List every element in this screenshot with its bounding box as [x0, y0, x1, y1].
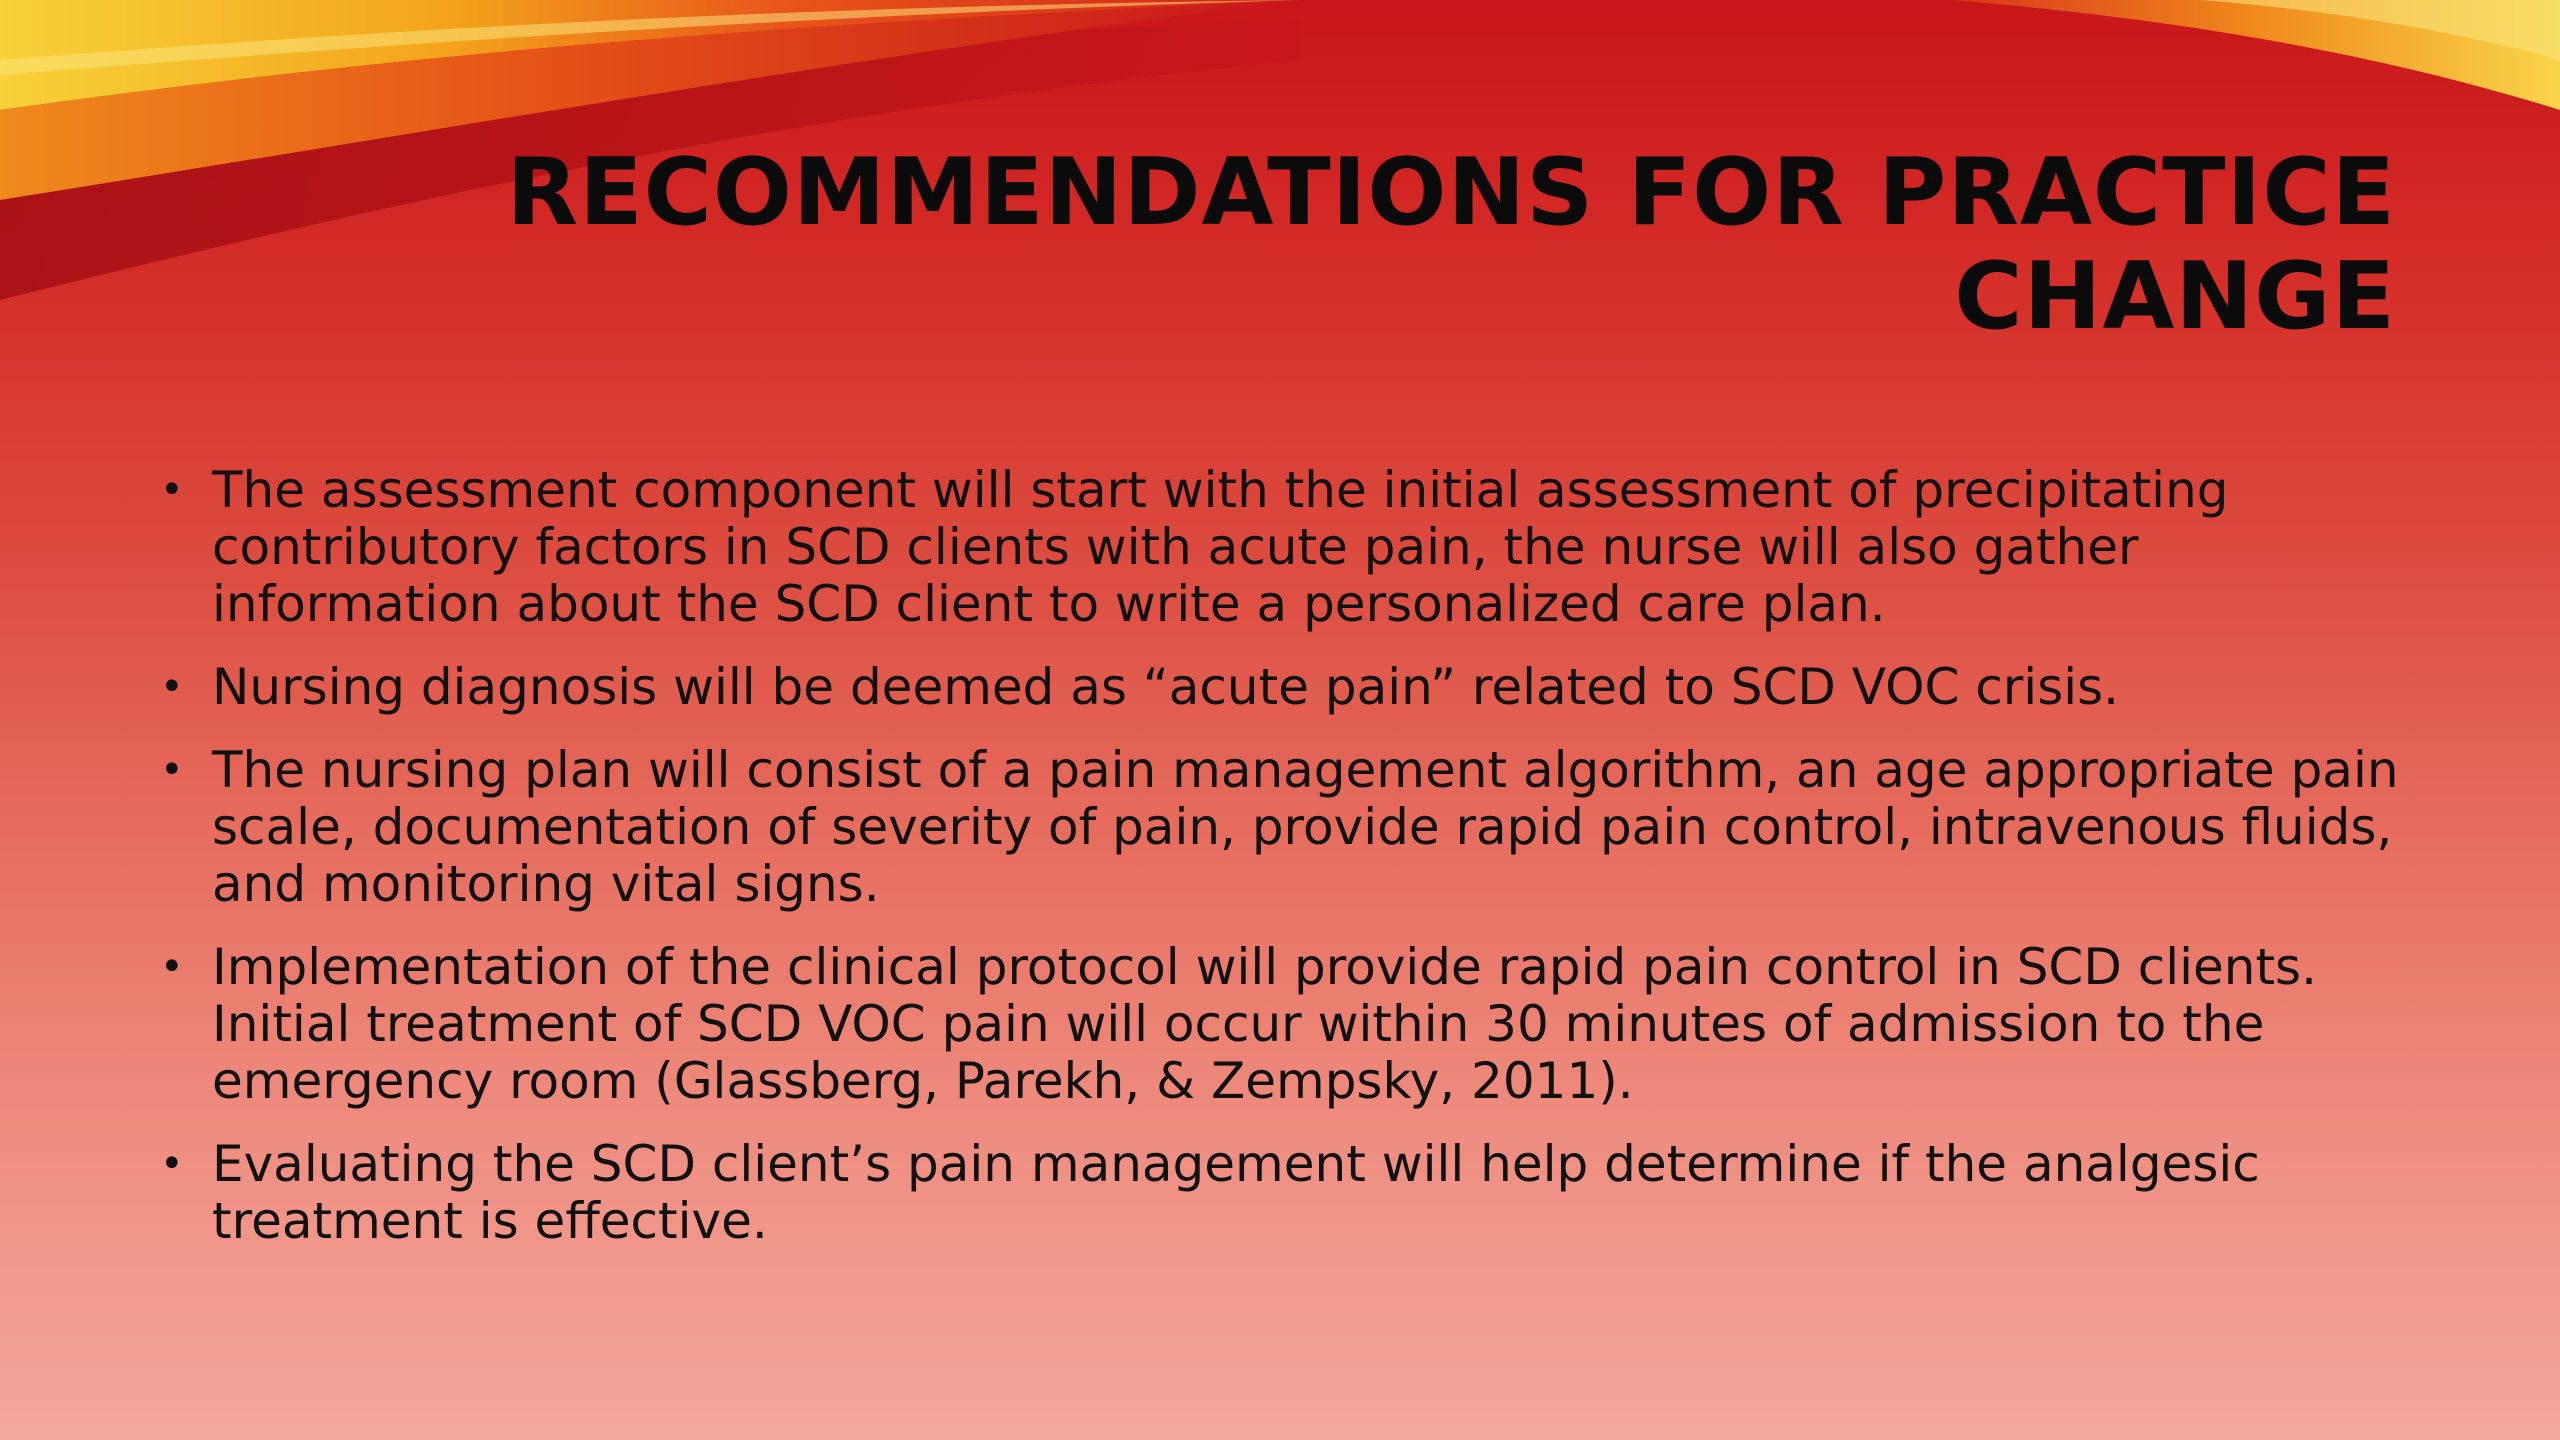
bullet-text: Evaluating the SCD client’s pain management will help determine if the analgesic treatment is effective. [212, 1135, 2260, 1250]
bullet-dot-icon: • [160, 747, 184, 793]
list-item [160, 659, 2420, 716]
title-line-1: RECOMMENDATIONS FOR PRACTICE [506, 138, 2396, 246]
bullet-dot-icon: • [160, 467, 184, 513]
bullet-text: The nursing plan will consist of a pain management algorithm, an age appropriate pain scale, documentation of severity of pain, provide rapid pain control, intravenous fluids, and monitoring vital signs. [212, 741, 2399, 913]
bullet-text: Nursing diagnosis will be deemed as “acute pain” related to SCD VOC crisis. [212, 658, 2120, 716]
bullet-dot-icon: • [160, 944, 184, 990]
list-item [160, 939, 2420, 1110]
list-item [160, 1136, 2420, 1250]
bullet-text: Implementation of the clinical protocol will provide rapid pain control in SCD clients. Initial treatment of SCD VOC pain will occur within 30 minutes of admission to the emergency room (Glassberg, Parekh, & Zempsky, 2011). [212, 938, 2318, 1110]
bullet-dot-icon: • [160, 664, 184, 710]
title-line-2: CHANGE [1954, 242, 2396, 350]
bullet-dot-icon: • [160, 1141, 184, 1187]
bullet-list [160, 462, 2420, 1276]
list-item [160, 742, 2420, 913]
bullet-text: The assessment component will start with the initial assessment of precipitating contributory factors in SCD clients with acute pain, the nurse will also gather information about the SCD client to write a personalized care plan. [212, 461, 2229, 633]
list-item [160, 462, 2420, 633]
slide-title [496, 140, 2396, 348]
